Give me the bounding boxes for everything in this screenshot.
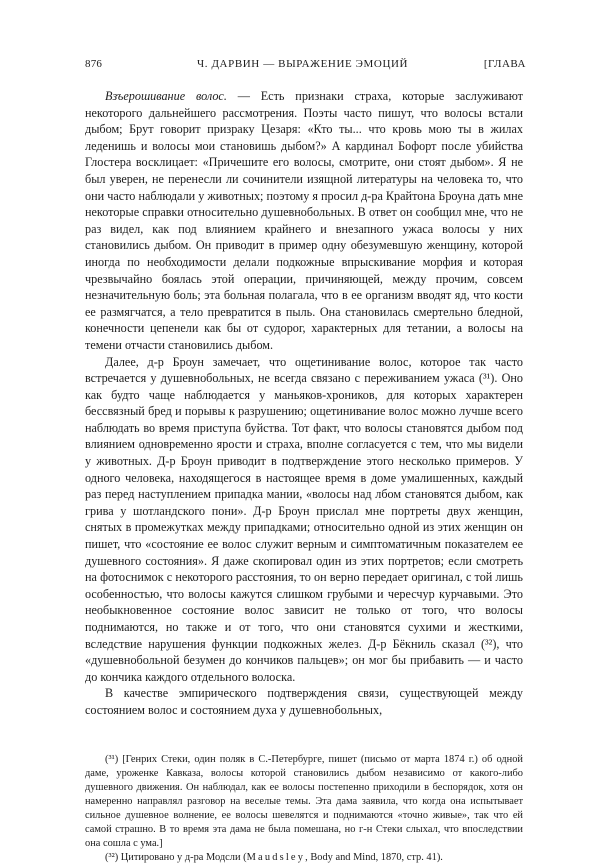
paragraph [85,88,523,354]
book-page [85,58,526,865]
chapter-label: [ГЛАВА [483,58,526,70]
paragraph: В качестве эмпирического подтверждения связи, существующей между состоянием волос и состоянием духа у душевнобольных, [85,686,523,717]
paragraph-text: — Есть признаки страха, которые заслуживают некоторого дальнейшего рассмотрения. Поэты часто пишут, что волосы встали дыбом; Брут говорит призраку Цезаря: «Кто ты... что кровь мою ты в жилах леденишь и волосы мои становишь дыбом?» А кардинал Бофорт после убийства Глостера восклицает: «Причешите его волосы, смотрите, они стоят дыбом». Я не был уверен, не перенесли ли сочинители изящной литературы на человека то, что они часто наблюдали у животных; поэтому я просил д-ра Крайтона Броуна дать мне некоторые справки относительно душевнобольных. В ответ он сообщил мне, что не раз видел, как под влиянием крайнего и внезапного ужаса волосы у них становились дыбом. Он приводит в пример одну обезумевшую женщину, которой иногда по необходимости делали подкожные впрыскивание морфия и которая чрезвычайно боялась этой операции, причиняющей, между прочим, совсем незначительную боль; эта больная полагала, что в ее организм вводят яд, что кости ее размягчатся, а тело превратится в пыль. Она становилась смертельно бледной, конечности цепенели как бы от судорог, характерных для тетании, а волосы на темени отчасти становились дыбом. [85,89,523,352]
footnote-author: Maudsley [246,852,306,864]
footnote-text: , Body and Mind, 1870, стр. 41). [305,852,443,864]
running-title: Ч. ДАРВИН — ВЫРАЖЕНИЕ ЭМОЦИЙ [197,58,409,70]
footnote: (³¹) [Генрих Стеки, один поляк в С.-Петербурге, пишет (письмо от марта 1874 г.) об одной даме, уроженке Кавказа, волосы которой становились дыбом независимо от какого-либо душевного движения. Он наблюдал, как ее волосы постепенно приходили в беспорядок, хотя он намеренно направлял разговор на веселые темы. Эта дама заявила, что когда она испытывает сильное душевное волнение, ее волосы шевелятся и поднимаются «точно живые», так что ей самой страшно. В то время эта дама не была помешана, но г-н Стеки слыхал, что впоследствии она сошла с ума.] [85,753,523,850]
paragraph: Далее, д-р Броун замечает, что ощетинивание волос, которое так часто встречается у душевнобольных, не всегда связано с переживанием ужаса (³¹). Оно как будто чаще наблюдается у маньяков-хроников, для которых характерен бессвязный бред и порывы к разрушению; ощетинивание волос можно лучше всего наблюдать во время приступа буйства. Тот факт, что волосы становятся дыбом под влиянием одновременно ярости и страха, вполне согласуется с тем, что мы видели у животных. Д-р Броун приводит в подтверждение этого несколько примеров. У одного человека, находящегося в настоящее время в доме умалишенных, каждый раз перед наступлением припадка мании, «волосы над лбом становятся дыбом, как грива у шотландского пони». Д-р Броун прислал мне портреты двух женщин, снятых в промежутках между припадками; относительно одной из этих женщин он пишет, что «состояние ее волос служит верным и симптоматичным показателем ее душевного состояния». Я даже скопировал один из этих портретов; если смотреть на фотоснимок с некоторого расстояния, то он верно передает оригинал, с той лишь особенностью, что волосы кажутся слишком грубыми и чересчур курчавыми. Это необыкновенное состояние волос зависит не только от того, что волосы поднимаются, но также и от того, что они становятся сухими и жесткими, вследствие нарушения функции подкожных желез. Д-р Бёкниль сказал (³²), что «душевнобольной безумен до кончиков пальцев»; он мог бы прибавить — и часто до кончика каждого отдельного волоска. [85,354,523,684]
footnote-text: (³²) Цитировано у д-ра Модсли ( [105,852,247,864]
footnote [85,851,523,865]
page-number: 876 [85,58,103,70]
footnotes [85,753,523,865]
main-text [85,88,523,719]
paragraph-lead: Взъерошивание волос. [105,89,227,103]
running-header [85,58,526,74]
